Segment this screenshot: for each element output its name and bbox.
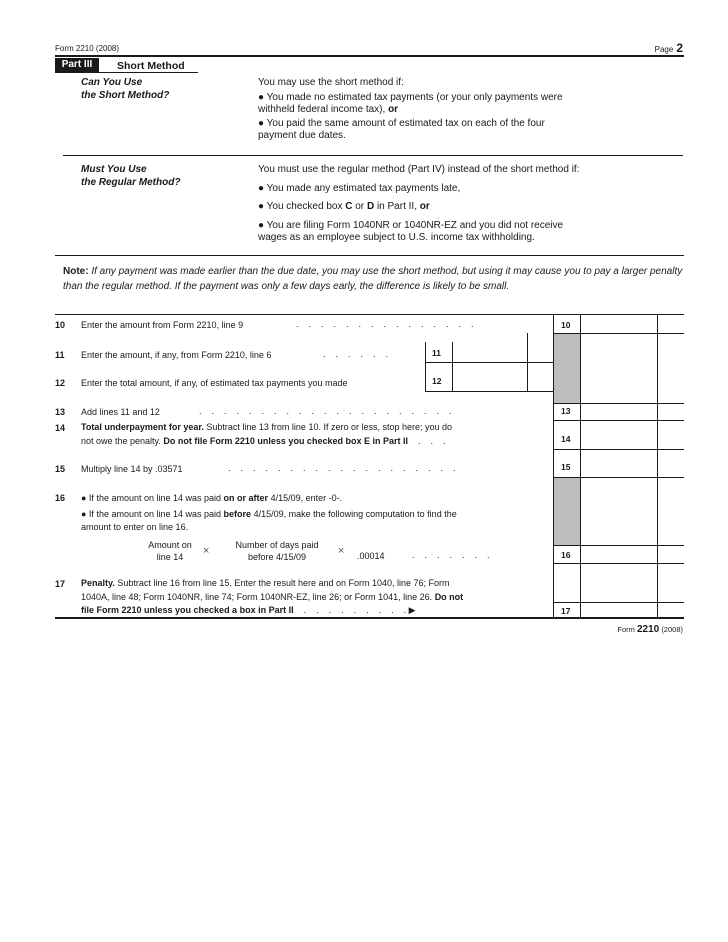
line-14-text	[81, 421, 551, 448]
part-label: Part III	[55, 58, 99, 72]
line-17-text2: 1040A, line 48; Form 1040NR, line 74; Form 1040NR-EZ, line 26; or Form 1041, line 26.	[81, 591, 433, 602]
line-16-rate: .00014	[357, 551, 385, 561]
line-14-line1	[81, 421, 551, 435]
line-17-text1: Subtract line 16 from line 15. Enter the result here and on Form 1040, line 76; Form	[117, 578, 450, 588]
must-use-b2	[258, 201, 688, 214]
line-16-b2-line2: amount to enter on line 16.	[81, 522, 189, 532]
can-use-b1-or: or	[388, 104, 399, 116]
can-use-b1-line1: ● You made no estimated tax payments (or your only payments were	[258, 91, 563, 103]
line-10-number: 10	[55, 320, 66, 330]
line-16-b1-pre: ● If the amount on line 14 was paid	[81, 493, 222, 503]
line-16-bullet-2	[81, 508, 551, 522]
footer-year: (2008)	[661, 625, 683, 634]
arrow-right-icon: ▶	[408, 605, 416, 615]
line-15-leader: . . . . . . . . . . . . . . . . . . .	[228, 463, 456, 473]
must-use-b2-c: C	[345, 201, 353, 213]
line-16-b1-bold: on or after	[223, 493, 269, 503]
line-15-text: Multiply line 14 by .03571	[81, 464, 183, 474]
line-16-bullet-1	[81, 492, 551, 506]
line-17-line1	[81, 577, 551, 591]
row-rule-12-col	[553, 403, 684, 404]
line-11-number: 11	[55, 350, 65, 360]
line-14-bold2: Do not file Form 2210 unless you checked box E in Part II	[163, 435, 408, 446]
line-10-leader: . . . . . . . . . . . . . . .	[296, 319, 474, 329]
row-rule-11	[425, 362, 553, 363]
inner-box-amount-left	[452, 342, 453, 391]
line-17-line2	[81, 591, 551, 605]
row-rule-16	[553, 563, 684, 564]
page-number: 2	[676, 41, 683, 55]
line-17-number: 17	[55, 579, 66, 589]
line-16-amount-label	[140, 539, 200, 563]
row-rule-10	[553, 333, 684, 334]
line-14-bold: Total underpayment for year.	[81, 422, 204, 432]
can-use-b2-line1: ● You paid the same amount of estimated tax on each of the four	[258, 117, 545, 129]
cents-col-left	[657, 314, 658, 618]
must-use-b2-or2: or	[419, 201, 430, 213]
inner-box-label-left	[425, 342, 426, 391]
footer-form-number: 2210	[636, 624, 660, 635]
row-rule-13	[553, 420, 684, 421]
multiply-icon: ×	[203, 545, 210, 557]
can-use-title	[81, 76, 169, 102]
line-11-text: Enter the amount, if any, from Form 2210, line 6	[81, 350, 272, 360]
line-13-box-label: 13	[561, 406, 571, 416]
can-use-title-line1: Can You Use	[81, 77, 143, 88]
line-13-text: Add lines 11 and 12	[81, 407, 160, 417]
row-rule-16-top	[553, 545, 684, 546]
form-id: Form 2210 (2008)	[55, 44, 120, 53]
line-11-leader: . . . . . .	[323, 349, 389, 359]
line-15-number: 15	[55, 464, 66, 474]
can-use-bullet-2	[258, 118, 688, 143]
must-use-b2-pre: ● You checked box	[258, 201, 343, 213]
line-16-amt-line1: Amount on	[148, 540, 192, 550]
line-16-number: 16	[55, 493, 66, 503]
shaded-line-16-area	[554, 477, 580, 545]
must-use-body	[258, 164, 688, 245]
line-17-leader: . . . . . . . . .	[293, 605, 409, 615]
can-use-b2-line2: payment due dates.	[258, 130, 346, 142]
must-use-b3	[258, 220, 688, 245]
line-16-leader: . . . . . . .	[412, 550, 490, 560]
must-use-b1: ● You made any estimated tax payments late,	[258, 182, 461, 194]
row-rule-15	[553, 477, 684, 478]
row-rule-14	[553, 449, 684, 450]
line-10-box-label: 10	[561, 320, 571, 330]
must-use-b3-line1: ● You are filing Form 1040NR or 1040NR-EZ and you did not receive	[258, 219, 564, 231]
must-use-title-line2: the Regular Method?	[81, 177, 181, 188]
note	[63, 264, 683, 294]
amount-col-left	[580, 314, 581, 618]
line-12-number: 12	[55, 378, 66, 388]
line-15-box-label: 15	[561, 462, 571, 472]
line-14-text2: not owe the penalty.	[81, 435, 161, 446]
line-16-b2-pre: ● If the amount on line 14 was paid	[81, 508, 222, 519]
must-use-b2-post: in Part II,	[376, 201, 417, 213]
part-title-rule	[55, 72, 198, 73]
header-rule	[55, 55, 684, 57]
must-use-title	[81, 163, 180, 189]
row-rule-17-top	[553, 602, 684, 603]
page-indicator	[620, 41, 683, 55]
line-12-box-label: 12	[432, 376, 442, 386]
line-16-days-line2: before 4/15/09	[247, 552, 307, 562]
footer-form-id	[590, 624, 683, 635]
line-16-b2-post: 4/15/09, make the following computation to find the	[253, 508, 457, 519]
line-17-bold3: file Form 2210 unless you checked a box in Part II	[81, 605, 294, 615]
can-use-bullet-1	[258, 92, 688, 117]
line-10-text: Enter the amount from Form 2210, line 9	[81, 320, 244, 330]
can-use-body	[258, 77, 688, 143]
note-label: Note:	[63, 266, 89, 277]
pre-note-rule	[55, 255, 684, 256]
line-16-b1-post: 4/15/09, enter -0-.	[270, 493, 343, 503]
line-17-line3	[81, 604, 551, 618]
can-use-b1-line2-wrap	[258, 104, 688, 117]
line-11-box-label: 11	[432, 348, 441, 358]
note-text: If any payment was made earlier than the due date, you may use the short method, but using it may cause you to pay a larger penalty than the regular method. If the payment was only a few days early, the difference is likely to be small.	[63, 266, 683, 292]
page-label: Page	[654, 45, 674, 54]
lines-top-rule	[55, 314, 684, 315]
line-14-line2	[81, 435, 551, 449]
can-use-intro: You may use the short method if:	[258, 77, 404, 88]
must-use-intro: You must use the regular method (Part IV) instead of the short method if:	[258, 164, 580, 175]
footer-form-label: Form	[617, 625, 635, 634]
line-17-bold: Penalty.	[81, 578, 115, 588]
line-14-leader: . . .	[407, 435, 446, 446]
line-16-b2-bold: before	[223, 508, 252, 519]
line-13-leader: . . . . . . . . . . . . . . . . . . . . .	[199, 406, 452, 416]
line-14-box-label: 14	[561, 434, 571, 444]
line-17-bold2: Do not	[434, 591, 464, 602]
line-14-text1: Subtract line 13 from line 10. If zero or less, stop here; you do	[206, 422, 453, 432]
row-rule-12	[425, 391, 553, 392]
must-use-title-line1: Must You Use	[81, 164, 147, 175]
line-16-days-line1: Number of days paid	[235, 540, 319, 550]
line-13-number: 13	[55, 407, 66, 417]
line-17-box-label: 17	[561, 606, 571, 616]
must-use-b3-line2: wages as an employee subject to U.S. income tax withholding.	[258, 232, 535, 244]
line-16-days-label	[222, 539, 332, 563]
line-14-number: 14	[55, 423, 66, 433]
must-use-b2-or: or	[355, 201, 365, 213]
line-16-text	[81, 492, 551, 535]
must-use-b2-d: D	[366, 201, 375, 213]
shaded-lines-11-12	[554, 333, 580, 403]
line-16-box-label: 16	[561, 550, 571, 560]
line-12-text: Enter the total amount, if any, of estimated tax payments you made	[81, 378, 348, 388]
line-16-amt-line2: line 14	[156, 552, 184, 562]
multiply-icon-2: ×	[338, 545, 345, 557]
can-use-b1-line2: withheld federal income tax),	[258, 104, 386, 116]
can-use-title-line2: the Short Method?	[81, 90, 170, 101]
part-title: Short Method	[117, 60, 185, 72]
line-17-text	[81, 577, 551, 618]
section-divider	[63, 155, 683, 156]
